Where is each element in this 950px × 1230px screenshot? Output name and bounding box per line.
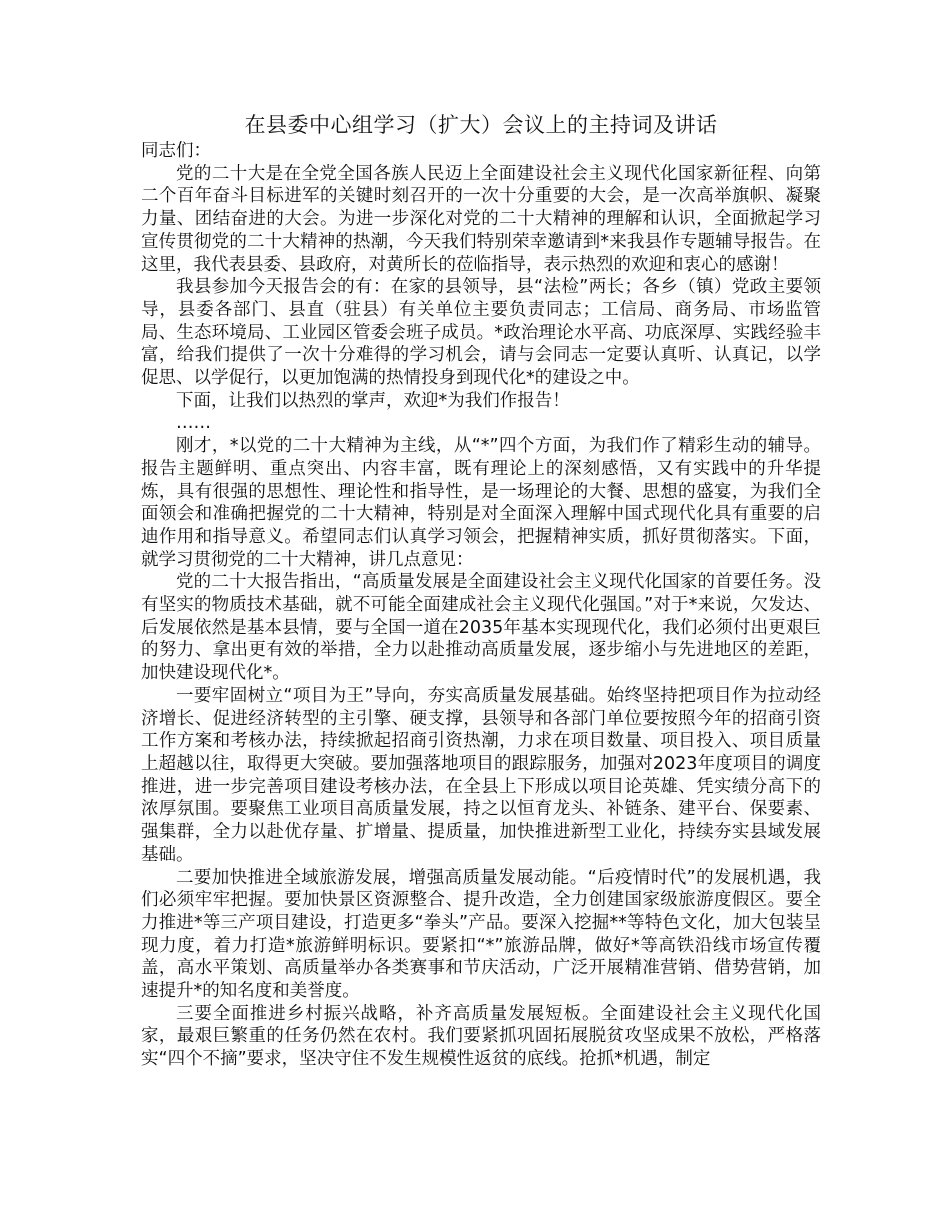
paragraph-ellipsis: ……: [176, 413, 211, 434]
salutation: 同志们：: [141, 141, 211, 161]
paragraph-point-one: 一要牢固树立“项目为王”导向，夯实高质量发展基础。始终坚持把项目作为拉动经济增长、促进经济转型的主引擎、硬支撑，县领导和各部门单位要按照今年的招商引资工作方案和考核办法，持续掀起招商引资热潮，力求在项目数量、项目投入、项目质量上超越以往，取得更大突破。要加强落地项目的跟踪服务，加强对2023年度项目的调度推进，进一步完善项目建设考核办法，在全县上下形成以项目论英雄、凭实绩分高下的浓厚氛围。要聚焦工业项目高质量发展，持之以恒育龙头、补链条、建平台、保要素、强集群，全力以赴优存量、扩增量、提质量，加快推进新型工业化，持续夯实县域发展基础。: [141, 685, 821, 865]
paragraph-opening: 党的二十大是在全党全国各族人民迈上全面建设社会主义现代化国家新征程、向第二个百年奋斗目标进军的关键时刻召开的一次十分重要的大会，是一次高举旗帜、凝聚力量、团结奋进的大会。为进一步深化对党的二十大精神的理解和认识，全面掀起学习宣传贯彻党的二十大精神的热潮，今天我们特别荣幸邀请到*来我县作专题辅导报告。在这里，我代表县委、县政府，对黄所长的莅临指导，表示热烈的欢迎和衷心的感谢！: [141, 163, 821, 275]
paragraph-summary: 刚才，*以党的二十大精神为主线，从“*”四个方面，为我们作了精彩生动的辅导。报告主题鲜明、重点突出、内容丰富，既有理论上的深刻感悟，又有实践中的升华提炼，具有很强的思想性、理论性和指导性，是一场理论的大餐、思想的盛宴，为我们全面领会和准确把握党的二十大精神，特别是对全面深入理解中国式现代化具有重要的启迪作用和指导意义。希望同志们认真学习领会，把握精神实质，抓好贯彻落实。下面，就学习贯彻党的二十大精神，讲几点意见：: [141, 436, 821, 570]
paragraph-point-two: 二要加快推进全域旅游发展，增强高质量发展动能。“后疫情时代”的发展机遇，我们必须牢牢把握。要加快景区资源整合、提升改造，全力创建国家级旅游度假区。要全力推进*等三产项目建设，打造更多“拳头”产品。要深入挖掘**等特色文化，加大包装呈现力度，着力打造*旅游鲜明标识。要紧扣“*”旅游品牌，做好*等高铁沿线市场宣传覆盖，高水平策划、高质量举办各类赛事和节庆活动，广泛开展精准营销、借势营销，加速提升*的知名度和美誉度。: [141, 867, 821, 1002]
paragraph-high-quality: 党的二十大报告指出，“高质量发展是全面建设社会主义现代化国家的首要任务。没有坚实的物质技术基础，就不可能全面建成社会主义现代化强国。”对于*来说，欠发达、后发展依然是基本县情，要与全国一道在2035年基本实现现代化，我们必须付出更艰巨的努力、拿出更有效的举措，全力以赴推动高质量发展，逐步缩小与先进地区的差距，加快建设现代化*。: [141, 572, 821, 684]
document-page: [141, 112, 821, 1071]
paragraph-attendees: 我县参加今天报告会的有：在家的县领导，县“法检”两长；各乡（镇）党政主要领导，县委各部门、县直（驻县）有关单位主要负责同志；工信局、商务局、市场监管局、生态环境局、工业园区管委会班子成员。*政治理论水平高、功底深厚、实践经验丰富，给我们提供了一次十分难得的学习机会，请与会同志一定要认真听、认真记，以学促思、以学促行，以更加饱满的热情投身到现代化*的建设之中。: [141, 277, 821, 389]
paragraph-point-three: 三要全面推进乡村振兴战略，补齐高质量发展短板。全面建设社会主义现代化国家，最艰巨繁重的任务仍然在农村。我们要紧抓巩固拓展脱贫攻坚成果不放松，严格落实“四个不摘”要求，坚决守住不发生规模性返贫的底线。抢抓*机遇，制定: [141, 1003, 821, 1070]
paragraph-welcome: 下面，让我们以热烈的掌声，欢迎*为我们作报告！: [176, 390, 570, 411]
document-title: 在县委中心组学习（扩大）会议上的主持词及讲话: [244, 113, 718, 137]
